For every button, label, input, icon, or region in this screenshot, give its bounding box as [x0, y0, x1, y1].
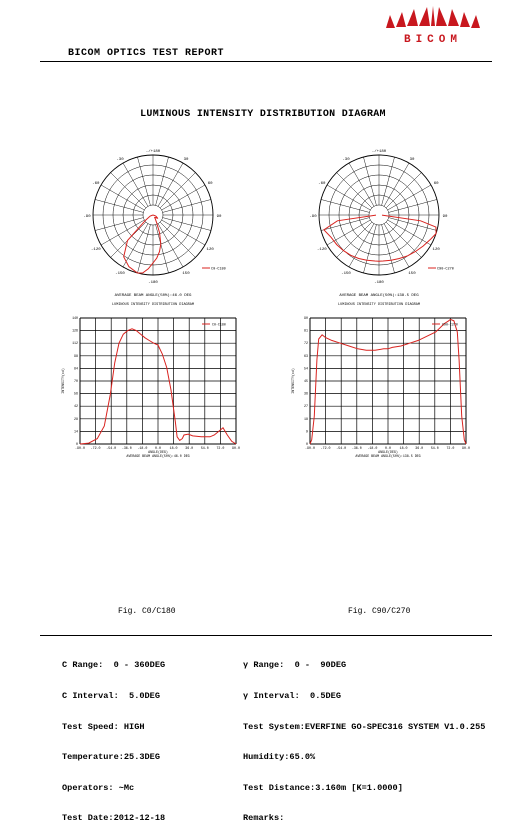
x-tick-label: 0.0: [155, 446, 161, 450]
polar-angle-label: -90: [309, 215, 317, 219]
x-tick-label: -90.0: [305, 446, 315, 450]
x-tick-label: -18.0: [137, 446, 148, 450]
y-axis-label: INTENSITY(cd): [61, 368, 65, 394]
polar-angle-label: -90: [83, 215, 91, 219]
x-tick-label: 54.0: [430, 446, 439, 450]
test-date: Test Date:2012-12-18: [62, 813, 166, 824]
footer-divider: [40, 635, 492, 636]
x-tick-label: -72.0: [90, 446, 101, 450]
report-title: BICOM OPTICS TEST REPORT: [68, 48, 225, 59]
y-tick-label: 42: [74, 404, 78, 409]
polar-spoke: [111, 173, 146, 208]
cart-legend-label: C90-C270: [442, 322, 458, 327]
polar-top-label: -/+180: [371, 150, 387, 154]
polar-angle-label: 60: [433, 182, 439, 186]
polar-spoke: [386, 173, 421, 208]
polar-angle-label: -180: [148, 281, 158, 285]
c-range: C Range: 0 - 360DEG: [62, 660, 166, 671]
y-tick-label: 90: [304, 316, 308, 320]
polar-angle-label: 150: [408, 272, 416, 277]
y-tick-label: 56: [74, 391, 78, 396]
x-tick-label: 90.0: [462, 446, 470, 450]
polar-spoke: [95, 199, 143, 212]
x-tick-label: -36.0: [351, 446, 362, 450]
polar-angle-label: 120: [432, 248, 440, 252]
y-tick-label: 0: [306, 442, 308, 446]
figure-caption-right: Fig. C90/C270: [348, 607, 411, 616]
polar-angle-label: 90: [442, 215, 448, 219]
x-tick-label: -54.0: [336, 446, 347, 450]
cart-caption: AVERAGE BEAM ANGLE(50%):138.5 DEG: [355, 454, 421, 458]
x-tick-label: 36.0: [415, 446, 424, 450]
polar-spoke: [321, 199, 369, 212]
polar-curve: [124, 215, 161, 273]
polar-angle-label: -150: [341, 272, 351, 277]
polar-angle-label: -30: [116, 157, 124, 162]
y-axis-label: INTENSITY(cd): [291, 368, 295, 394]
test-system: Test System:EVERFINE GO-SPEC316 SYSTEM V1.0.255: [243, 721, 486, 732]
bicom-logo: [378, 6, 488, 46]
operators: Operators: ~Mc: [62, 782, 135, 793]
temperature: Temperature:25.3DEG: [62, 752, 160, 763]
x-tick-label: -72.0: [320, 446, 331, 450]
polar-angle-label: -60: [92, 182, 100, 186]
polar-legend-label: C90-C270: [437, 267, 454, 272]
x-tick-label: -54.0: [106, 446, 117, 450]
polar-spoke: [163, 218, 211, 231]
y-tick-label: 28: [74, 416, 78, 421]
polar-caption: AVERAGE BEAM ANGLE(50%):46.0 DEG: [114, 294, 192, 298]
polar-angle-label: -60: [318, 182, 326, 186]
polar-spoke: [337, 222, 372, 257]
x-axis-label: ANGLE(DEG): [148, 450, 168, 454]
polar-chart-c90-c270: [309, 148, 454, 308]
x-axis-label: ANGLE(DEG): [378, 450, 398, 454]
polar-sub-caption: LUMINOUS INTENSITY DISTRIBUTION DIAGRAM: [112, 303, 194, 307]
logo-arc: [386, 6, 480, 28]
cart-legend-label: C0-C180: [212, 322, 226, 327]
y-tick-label: 126: [72, 328, 78, 333]
polar-spoke: [389, 199, 437, 212]
x-tick-label: 72.0: [446, 446, 455, 450]
x-tick-label: 36.0: [185, 446, 194, 450]
y-tick-label: 63: [304, 353, 308, 358]
polar-spoke: [95, 218, 143, 231]
polar-angle-label: 150: [182, 272, 190, 277]
gamma-range: γ Range: 0 - 90DEG: [243, 660, 347, 671]
polar-angle-label: -120: [91, 248, 101, 252]
polar-angle-label: -30: [342, 157, 350, 162]
y-tick-label: 36: [304, 391, 308, 396]
y-tick-label: 0: [76, 442, 78, 446]
humidity: Humidity:65.0%: [243, 752, 316, 763]
header-divider: [40, 61, 492, 62]
y-tick-label: 45: [304, 379, 308, 383]
polar-angle-label: 30: [409, 157, 415, 162]
cart-caption: AVERAGE BEAM ANGLE(50%):46.0 DEG: [126, 454, 190, 458]
y-tick-label: 81: [304, 328, 308, 333]
polar-spoke: [382, 157, 395, 205]
polar-top-label: -/+180: [145, 150, 161, 154]
x-tick-label: -18.0: [367, 446, 378, 450]
y-tick-label: 9: [306, 429, 308, 434]
polar-spoke: [156, 225, 169, 273]
gamma-interval: γ Interval: 0.5DEG: [243, 691, 341, 702]
polar-chart-c0-c180: [83, 148, 226, 308]
x-tick-label: -90.0: [75, 446, 85, 450]
x-tick-label: 90.0: [232, 446, 240, 450]
polar-spoke: [382, 225, 395, 273]
polar-spoke: [137, 225, 150, 273]
polar-spoke: [163, 199, 211, 212]
polar-angle-label: 30: [183, 157, 189, 162]
polar-angle-label: -150: [115, 272, 125, 277]
x-tick-label: 18.0: [399, 446, 408, 450]
y-tick-label: 54: [304, 366, 308, 371]
polar-legend-label: C0-C180: [211, 267, 226, 272]
test-parameters-left: [62, 640, 165, 834]
x-tick-label: -36.0: [121, 446, 132, 450]
y-tick-label: 18: [304, 416, 308, 421]
figure-caption-left: Fig. C0/C180: [118, 607, 176, 616]
polar-spoke: [363, 157, 376, 205]
polar-angle-label: 120: [206, 248, 214, 252]
polar-spoke: [160, 222, 195, 257]
x-tick-label: 54.0: [200, 446, 209, 450]
cartesian-chart-c0-c180: [56, 314, 246, 460]
polar-spoke: [160, 173, 195, 208]
y-tick-label: 98: [74, 353, 78, 358]
polar-spoke: [363, 225, 376, 273]
remarks: Remarks:: [243, 813, 285, 824]
polar-angle-label: 60: [207, 182, 213, 186]
polar-angle-label: -120: [317, 248, 327, 252]
logo-text: BICOM: [403, 34, 463, 46]
polar-sub-caption: LUMINOUS INTENSITY DISTRIBUTION DIAGRAM: [338, 303, 420, 307]
y-tick-label: 14: [74, 429, 78, 434]
cartesian-chart-c90-c270: [286, 314, 476, 460]
y-tick-label: 70: [74, 379, 78, 383]
polar-caption: AVERAGE BEAM ANGLE(50%):138.5 DEG: [339, 294, 419, 298]
polar-spoke: [156, 157, 169, 205]
c-interval: C Interval: 5.0DEG: [62, 691, 160, 702]
polar-spoke: [137, 157, 150, 205]
y-tick-label: 140: [72, 316, 78, 320]
y-tick-label: 72: [304, 341, 308, 346]
y-tick-label: 27: [304, 404, 308, 409]
x-tick-label: 0.0: [385, 446, 391, 450]
x-tick-label: 18.0: [169, 446, 178, 450]
test-parameters-right: [243, 640, 485, 834]
x-tick-label: 72.0: [216, 446, 225, 450]
polar-angle-label: 90: [216, 215, 222, 219]
polar-ring: [369, 205, 389, 225]
test-distance: Test Distance:3.160m [K=1.0000]: [243, 782, 403, 793]
polar-spoke: [337, 173, 372, 208]
y-tick-label: 112: [72, 341, 78, 346]
polar-spoke: [386, 222, 421, 257]
y-tick-label: 84: [74, 366, 78, 371]
diagram-title: LUMINOUS INTENSITY DISTRIBUTION DIAGRAM: [140, 109, 386, 120]
polar-angle-label: -180: [374, 281, 384, 285]
test-speed: Test Speed: HIGH: [62, 721, 145, 732]
